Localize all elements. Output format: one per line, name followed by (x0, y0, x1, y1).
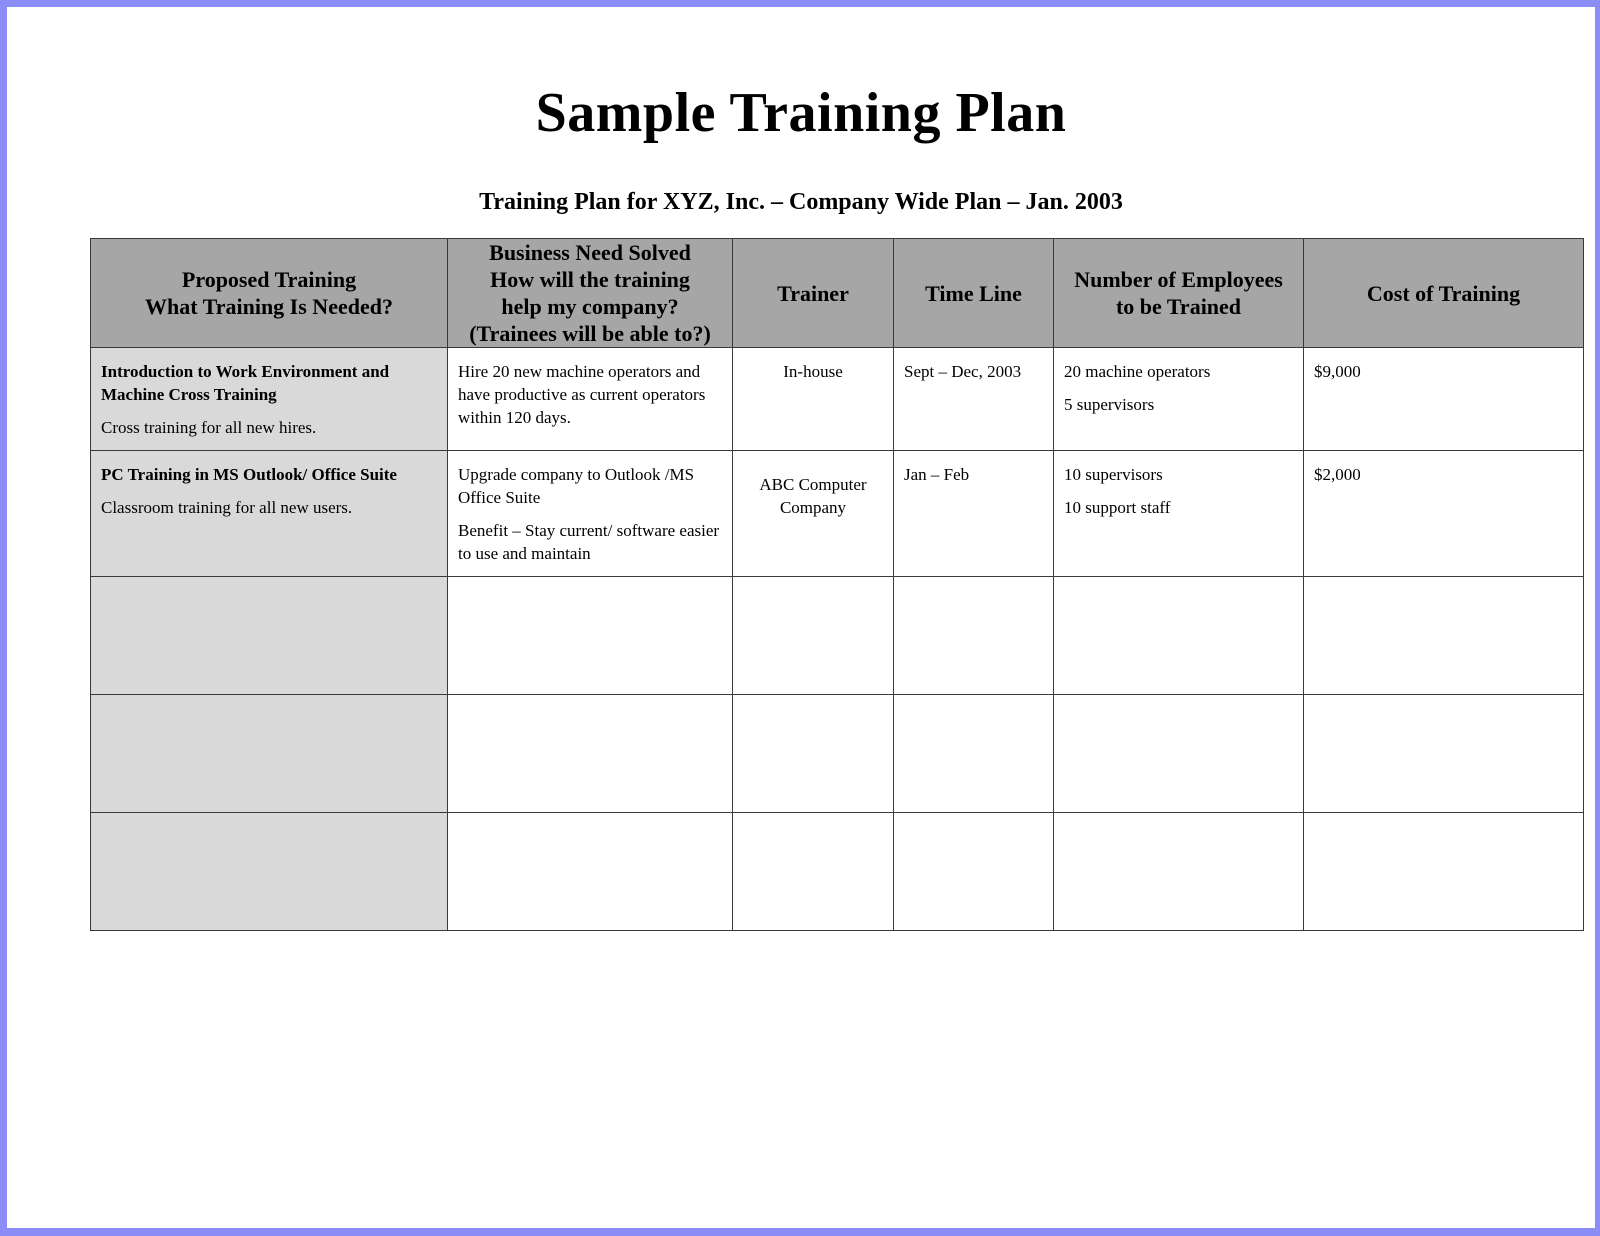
cell-employees (1054, 451, 1304, 577)
header-business-need (448, 239, 733, 348)
header-time-line (894, 239, 1054, 348)
header-line: to be Trained (1115, 294, 1242, 319)
cell-employees (1054, 348, 1304, 451)
cell-cost (1304, 451, 1584, 577)
employees-text: 5 supervisors (1064, 395, 1155, 414)
cell-proposed-training (91, 577, 448, 695)
header-line: help my company? (501, 294, 679, 319)
trainer-text: ABC Computer Company (759, 475, 867, 517)
need-text: Hire 20 new machine operators and have productive as current operators within 120 days. (458, 362, 706, 427)
header-trainer (733, 239, 894, 348)
employees-text: 10 supervisors (1064, 465, 1163, 484)
cell-business-need (448, 813, 733, 931)
header-line: How will the training (490, 267, 690, 292)
training-plan-table (90, 238, 1584, 931)
table-row (91, 451, 1584, 577)
cell-time-line (894, 813, 1054, 931)
cost-text: $9,000 (1314, 362, 1361, 381)
header-line: Proposed Training (181, 267, 357, 292)
cell-trainer (733, 348, 894, 451)
cell-time-line (894, 451, 1054, 577)
cell-business-need (448, 348, 733, 451)
training-title: Introduction to Work Environment and Machine Cross Training (101, 362, 390, 404)
employees-text: 20 machine operators (1064, 362, 1211, 381)
timeline-text: Jan – Feb (904, 465, 970, 484)
header-line: Number of Employees (1074, 267, 1283, 292)
table-header-row (91, 239, 1584, 348)
header-number-of-employees (1054, 239, 1304, 348)
header-line: Time Line (925, 280, 1022, 306)
cell-cost (1304, 577, 1584, 695)
header-line: What Training Is Needed? (145, 294, 393, 319)
table-row-empty (91, 577, 1584, 695)
cell-proposed-training (91, 451, 448, 577)
cell-business-need (448, 577, 733, 695)
table-row (91, 348, 1584, 451)
cell-employees (1054, 695, 1304, 813)
training-description: Cross training for all new hires. (101, 418, 317, 437)
cell-proposed-training (91, 813, 448, 931)
page-title: Sample Training Plan (535, 82, 1067, 144)
cell-cost (1304, 348, 1584, 451)
header-cost-of-training (1304, 239, 1584, 348)
cell-employees (1054, 813, 1304, 931)
training-description: Classroom training for all new users. (101, 498, 353, 517)
employees-text: 10 support staff (1064, 498, 1171, 517)
header-line: Business Need Solved (489, 240, 691, 265)
training-title: PC Training in MS Outlook/ Office Suite (101, 465, 397, 484)
cell-proposed-training (91, 348, 448, 451)
trainer-text: In-house (783, 362, 843, 381)
header-proposed-training (91, 239, 448, 348)
cell-cost (1304, 813, 1584, 931)
need-text: Upgrade company to Outlook /MS Office Suite (458, 465, 695, 507)
cell-time-line (894, 695, 1054, 813)
cell-trainer (733, 451, 894, 577)
cell-cost (1304, 695, 1584, 813)
cell-time-line (894, 577, 1054, 695)
table-row-empty (91, 813, 1584, 931)
cell-business-need (448, 695, 733, 813)
cell-employees (1054, 577, 1304, 695)
cell-trainer (733, 813, 894, 931)
header-line: Trainer (777, 280, 849, 306)
timeline-text: Sept – Dec, 2003 (904, 362, 1022, 381)
table-row-empty (91, 695, 1584, 813)
header-line: (Trainees will be able to?) (469, 321, 711, 346)
page-subtitle: Training Plan for XYZ, Inc. – Company Wide Plan – Jan. 2003 (479, 189, 1123, 215)
cell-time-line (894, 348, 1054, 451)
cell-trainer (733, 577, 894, 695)
cost-text: $2,000 (1314, 465, 1361, 484)
cell-business-need (448, 451, 733, 577)
header-line: Cost of Training (1366, 280, 1521, 306)
need-text: Benefit – Stay current/ software easier to use and maintain (458, 521, 720, 563)
cell-trainer (733, 695, 894, 813)
cell-proposed-training (91, 695, 448, 813)
